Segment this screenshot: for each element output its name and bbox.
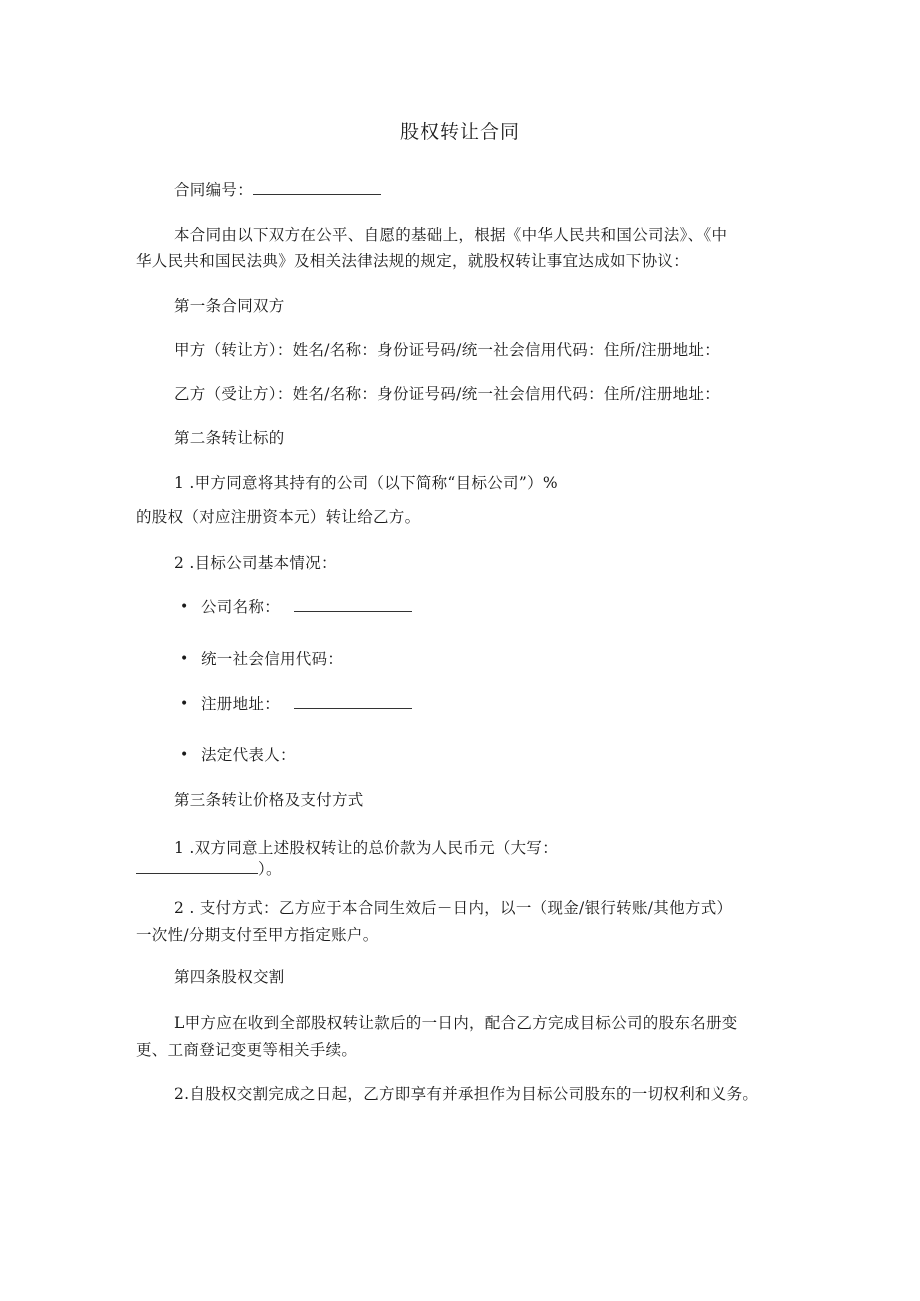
- bullet-icon: •: [180, 599, 189, 615]
- article-1-heading: 第一条合同双方: [174, 297, 285, 315]
- article-3-item-1-end: ）。: [258, 860, 282, 878]
- company-name-blank: [294, 597, 412, 612]
- credit-code-label: 统一社会信用代码：: [201, 650, 344, 668]
- article-2-item-2: 2 .目标公司基本情况：: [174, 554, 337, 572]
- article-2-item-1-line-2: 的股权（对应注册资本元）转让给乙方。: [136, 508, 421, 526]
- contract-number-row: [174, 180, 381, 200]
- intro-line-2: 华人民共和国民法典》及相关法律法规的规定，就股权转让事宜达成如下协议：: [136, 252, 690, 270]
- bullet-icon: •: [180, 747, 189, 763]
- article-4-item-2: 2.自股权交割完成之日起，乙方即享有并承担作为目标公司股东的一切权利和义务。: [174, 1085, 759, 1103]
- article-3-item-1-line-2: [136, 859, 282, 879]
- contract-number-label: 合同编号：: [174, 181, 254, 199]
- article-3-item-2-line-2: 一次性/分期支付至甲方指定账户。: [136, 926, 379, 944]
- intro-line-1: 本合同由以下双方在公平、自愿的基础上，根据《中华人民共和国公司法》、《中: [174, 226, 728, 244]
- article-2-heading: 第二条转让标的: [174, 429, 285, 447]
- article-4-item-1-line-2: 更、工商登记变更等相关手续。: [136, 1041, 358, 1059]
- registered-address-row: [201, 694, 412, 714]
- article-2-item-1-line-1: 1 .甲方同意将其持有的公司（以下简称“目标公司”）%: [174, 474, 558, 492]
- article-3-item-1-line-1: 1 .双方同意上述股权转让的总价款为人民币元（大写：: [174, 839, 559, 857]
- party-b-line: 乙方（受让方）：姓名/名称：身份证号码/统一社会信用代码：住所/注册地址：: [174, 385, 721, 403]
- company-name-row: [201, 597, 412, 617]
- legal-representative-label: 法定代表人：: [201, 746, 296, 764]
- registered-address-label: 注册地址：: [201, 695, 281, 713]
- contract-number-blank: [253, 180, 381, 195]
- article-4-item-1-line-1: L甲方应在收到全部股权转让款后的一日内，配合乙方完成目标公司的股东名册变: [174, 1014, 738, 1032]
- registered-address-blank: [294, 694, 412, 709]
- article-4-heading: 第四条股权交割: [174, 968, 285, 986]
- bullet-icon: •: [180, 651, 189, 667]
- document-title: 股权转让合同: [399, 121, 520, 143]
- bullet-icon: •: [180, 696, 189, 712]
- party-a-line: 甲方（转让方）：姓名/名称：身份证号码/统一社会信用代码：住所/注册地址：: [174, 341, 721, 359]
- article-3-item-2-line-1: 2 . 支付方式：乙方应于本合同生效后－日内，以一（现金/银行转账/其他方式）: [174, 899, 733, 917]
- article-3-heading: 第三条转让价格及支付方式: [174, 791, 364, 809]
- company-name-label: 公司名称：: [201, 598, 281, 616]
- amount-in-words-blank: [136, 859, 258, 874]
